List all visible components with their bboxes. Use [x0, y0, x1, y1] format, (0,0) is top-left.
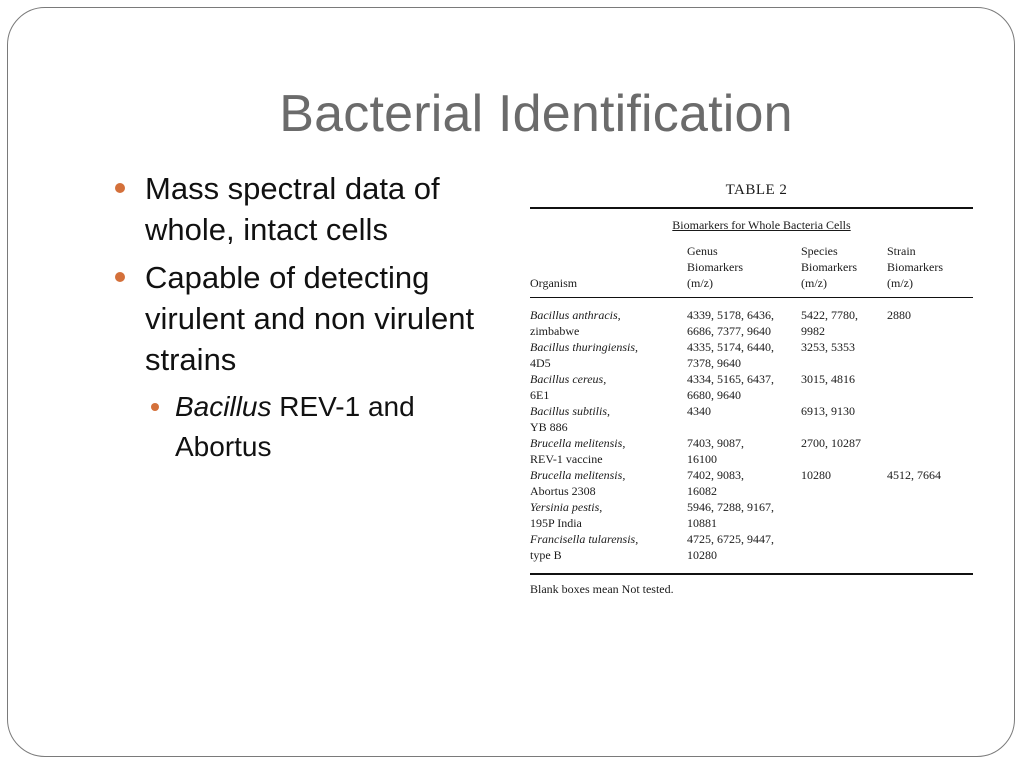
bullet-item — [115, 257, 515, 380]
table-footnote: Blank boxes mean Not tested. — [530, 582, 674, 596]
organism-strain: REV-1 vaccine — [530, 452, 603, 466]
species-cell — [801, 499, 887, 531]
organism-name: Francisella tularensis, — [530, 532, 639, 546]
slide-title: Bacterial Identification — [279, 85, 793, 143]
bullet-dot-icon — [151, 403, 159, 411]
cell-text: 4339, 5178, 6436, — [687, 308, 774, 322]
cell-text: 4334, 5165, 6437, — [687, 372, 774, 386]
header-text: Biomarkers — [687, 260, 743, 274]
organism-strain: YB 886 — [530, 420, 568, 434]
table-row — [530, 467, 973, 499]
organism-cell — [530, 435, 687, 467]
table-row — [530, 499, 973, 531]
cell-text: 5946, 7288, 9167, — [687, 500, 774, 514]
cell-text: 5422, 7780, — [801, 308, 858, 322]
species-cell — [801, 435, 887, 467]
table-row — [530, 371, 973, 403]
table-bottom-rule — [530, 573, 973, 575]
genus-cell — [687, 531, 801, 563]
organism-name: Bacillus cereus, — [530, 372, 607, 386]
organism-strain: 195P India — [530, 516, 582, 530]
strain-markers-cell — [887, 403, 973, 435]
table-subcaption: Biomarkers for Whole Bacteria Cells — [672, 218, 851, 232]
bullet-text: Mass spectral data of whole, intact cells — [145, 171, 440, 247]
cell-text: 3253, 5353 — [801, 340, 855, 354]
organism-name: Brucella melitensis, — [530, 468, 626, 482]
header-text: Biomarkers — [887, 260, 943, 274]
genus-cell — [687, 339, 801, 371]
cell-text: 16100 — [687, 452, 717, 466]
table-header-row — [530, 243, 973, 297]
cell-text: 7403, 9087, — [687, 436, 744, 450]
bullet-dot-icon — [115, 272, 125, 282]
strain-markers-cell — [887, 371, 973, 403]
header-text: Organism — [530, 276, 578, 290]
cell-text: 4725, 6725, 9447, — [687, 532, 774, 546]
cell-text: 2880 — [887, 308, 911, 322]
table-body — [530, 298, 973, 573]
bullet-dot-icon — [115, 183, 125, 193]
bullet-list — [115, 168, 515, 467]
biomarker-table — [530, 182, 973, 597]
organism-strain: type B — [530, 548, 562, 562]
species-cell — [801, 531, 887, 563]
strain-markers-cell — [887, 339, 973, 371]
table-row — [530, 307, 973, 339]
strain-markers-cell — [887, 499, 973, 531]
cell-text: 3015, 4816 — [801, 372, 855, 386]
organism-strain: Abortus 2308 — [530, 484, 596, 498]
cell-text: 16082 — [687, 484, 717, 498]
organism-strain: 4D5 — [530, 356, 551, 370]
sub-bullet-item — [148, 387, 515, 467]
genus-cell — [687, 467, 801, 499]
cell-text: 6686, 7377, 9640 — [687, 324, 771, 338]
table-row — [530, 403, 973, 435]
table-header-cell — [687, 243, 801, 291]
genus-cell — [687, 435, 801, 467]
table-header-cell — [530, 275, 687, 291]
organism-cell — [530, 531, 687, 563]
organism-name: Bacillus anthracis, — [530, 308, 621, 322]
header-text: Biomarkers — [801, 260, 857, 274]
organism-cell — [530, 307, 687, 339]
cell-text: 4335, 5174, 6440, — [687, 340, 774, 354]
cell-text: 10280 — [687, 548, 717, 562]
header-text: Genus — [687, 244, 718, 258]
strain-markers-cell — [887, 531, 973, 563]
cell-text: 10280 — [801, 468, 831, 482]
strain-markers-cell — [887, 467, 973, 499]
organism-strain: zimbabwe — [530, 324, 580, 338]
cell-text: 6913, 9130 — [801, 404, 855, 418]
sub-bullet-italic: Bacillus — [175, 391, 272, 422]
organism-cell — [530, 371, 687, 403]
table-row — [530, 339, 973, 371]
cell-text: 2700, 10287 — [801, 436, 861, 450]
header-text: Strain — [887, 244, 916, 258]
cell-text: 9982 — [801, 324, 825, 338]
species-cell — [801, 403, 887, 435]
cell-text: 7378, 9640 — [687, 356, 741, 370]
organism-name: Brucella melitensis, — [530, 436, 626, 450]
organism-name: Bacillus subtilis, — [530, 404, 611, 418]
table-row — [530, 435, 973, 467]
organism-name: Yersinia pestis, — [530, 500, 603, 514]
strain-markers-cell — [887, 307, 973, 339]
species-cell — [801, 371, 887, 403]
species-cell — [801, 307, 887, 339]
table-header-cell — [801, 243, 887, 291]
header-text: (m/z) — [801, 276, 827, 290]
strain-markers-cell — [887, 435, 973, 467]
organism-strain: 6E1 — [530, 388, 550, 402]
organism-cell — [530, 403, 687, 435]
cell-text: 10881 — [687, 516, 717, 530]
genus-cell — [687, 371, 801, 403]
genus-cell — [687, 403, 801, 435]
species-cell — [801, 339, 887, 371]
cell-text: 7402, 9083, — [687, 468, 744, 482]
cell-text: 6680, 9640 — [687, 388, 741, 402]
header-text: (m/z) — [687, 276, 713, 290]
cell-text: 4512, 7664 — [887, 468, 941, 482]
cell-text: 4340 — [687, 404, 711, 418]
organism-name: Bacillus thuringiensis, — [530, 340, 638, 354]
header-text: (m/z) — [887, 276, 913, 290]
bullet-text: Capable of detecting virulent and non virulent strains — [145, 260, 475, 377]
species-cell — [801, 467, 887, 499]
organism-cell — [530, 339, 687, 371]
table-caption: TABLE 2 — [725, 182, 788, 198]
sub-bullet-text: REV-1 and Abortus — [175, 391, 415, 462]
table-row — [530, 531, 973, 563]
table-top-rule — [530, 207, 973, 209]
genus-cell — [687, 307, 801, 339]
bullet-item — [115, 168, 515, 250]
organism-cell — [530, 467, 687, 499]
genus-cell — [687, 499, 801, 531]
table-header-cell — [887, 243, 973, 291]
organism-cell — [530, 499, 687, 531]
header-text: Species — [801, 244, 838, 258]
